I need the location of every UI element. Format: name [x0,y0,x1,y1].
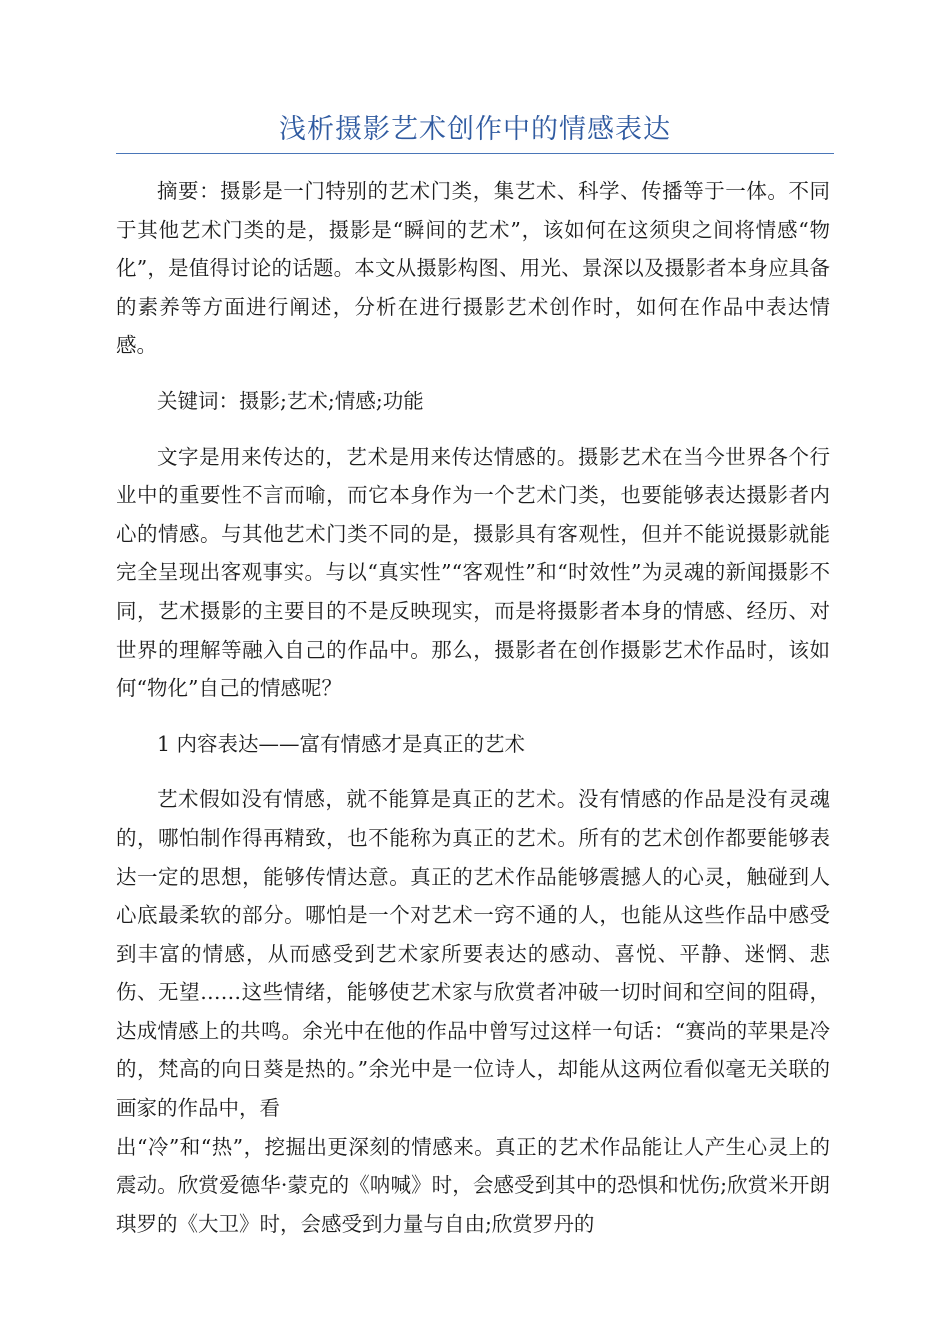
title-underline [116,153,834,154]
abstract-paragraph: 摘要：摄影是一门特别的艺术门类，集艺术、科学、传播等于一体。不同于其他艺术门类的是，摄影是“瞬间的艺术”，该如何在这须臾之间将情感“物化”，是值得讨论的话题。本文从摄影构图、用光、景深以及摄影者本身应具备的素养等方面进行阐述，分析在进行摄影艺术创作时，如何在作品中表达情感。 [116,179,830,358]
section-heading: 1 内容表达——富有情感才是真正的艺术 [157,731,526,756]
document-body [116,172,830,1243]
section1-paragraph-continued: 出“冷”和“热”，挖掘出更深刻的情感来。真正的艺术作品能让人产生心灵上的震动。欣赏爱德华·蒙克的《呐喊》时，会感受到其中的恐惧和忧伤;欣赏米开朗琪罗的《大卫》时，会感受到力量与自由;欣赏罗丹的 [116,1134,830,1236]
section1-paragraph: 艺术假如没有情感，就不能算是真正的艺术。没有情感的作品是没有灵魂的，哪怕制作得再精致，也不能称为真正的艺术。所有的艺术创作都要能够表达一定的思想，能够传情达意。真正的艺术作品能够震撼人的心灵，触碰到人心底最柔软的部分。哪怕是一个对艺术一窍不通的人，也能从这些作品中感受到丰富的情感，从而感受到艺术家所要表达的感动、喜悦、平静、迷惘、悲伤、无望……这些情绪，能够使艺术家与欣赏者冲破一切时间和空间的阻碍，达成情感上的共鸣。余光中在他的作品中曾写过这样一句话：“赛尚的苹果是冷的，梵高的向日葵是热的。”余光中是一位诗人，却能从这两位看似毫无关联的画家的作品中，看 [116,787,830,1121]
intro-paragraph: 文字是用来传达的，艺术是用来传达情感的。摄影艺术在当今世界各个行业中的重要性不言而喻，而它本身作为一个艺术门类，也要能够表达摄影者内心的情感。与其他艺术门类不同的是，摄影具有客观性，但并不能说摄影就能完全呈现出客观事实。与以“真实性”“客观性”和“时效性”为灵魂的新闻摄影不同，艺术摄影的主要目的不是反映现实，而是将摄影者本身的情感、经历、对世界的理解等融入自己的作品中。那么，摄影者在创作摄影艺术作品时，该如何“物化”自己的情感呢？ [116,444,830,701]
document-title: 浅析摄影艺术创作中的情感表达 [279,114,671,145]
keywords-line: 关键词：摄影;艺术;情感;功能 [157,388,424,413]
